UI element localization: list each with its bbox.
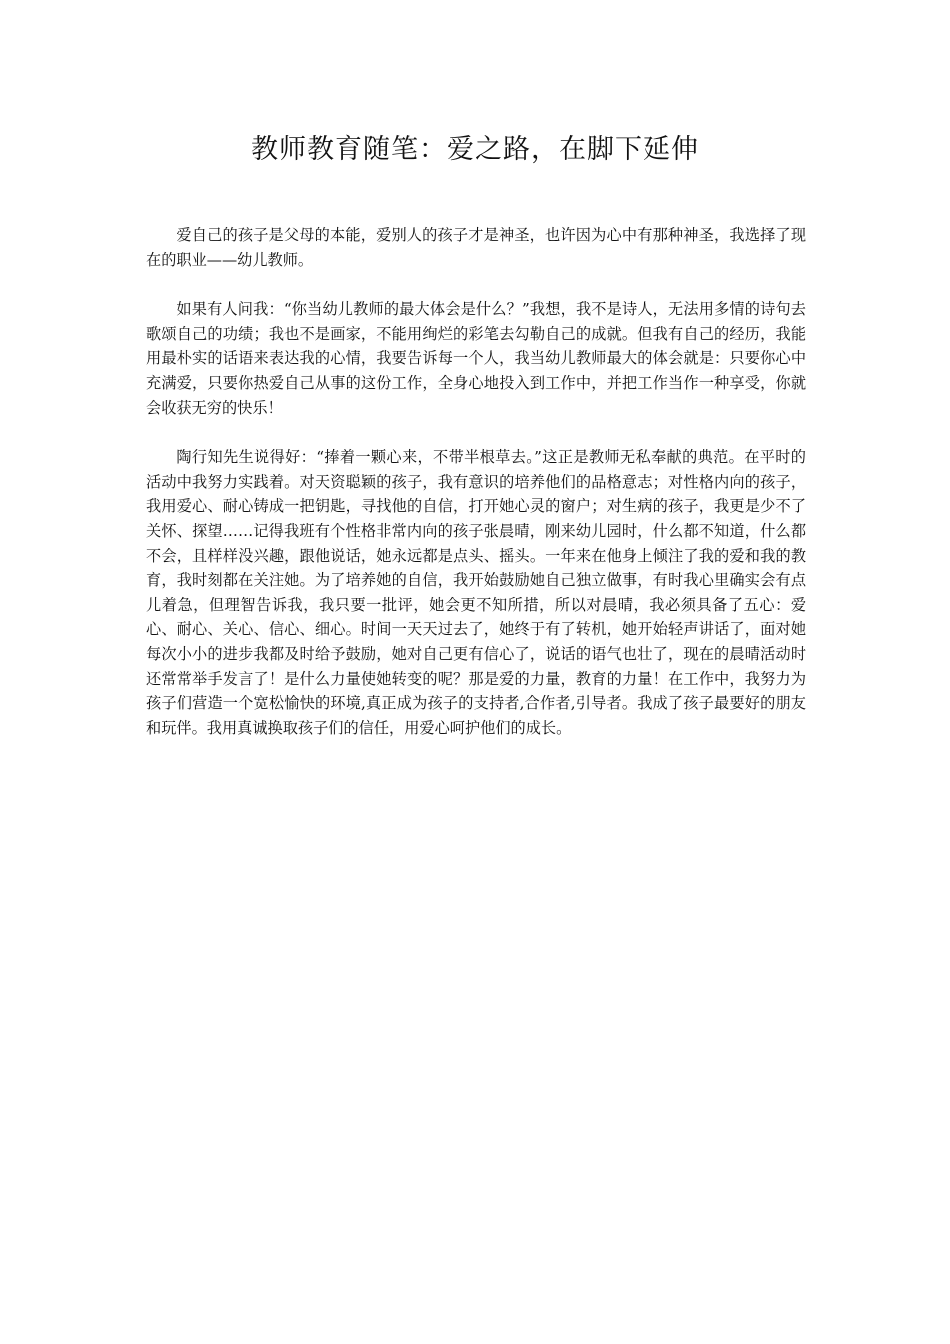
document-body [146, 223, 806, 765]
document-title: 教师教育随笔：爱之路，在脚下延伸 [251, 134, 699, 165]
paragraph-3: 陶行知先生说得好：“捧着一颗心来，不带半根草去。”这正是教师无私奉献的典范。在平时的活动中我努力实践着。对天资聪颖的孩子，我有意识的培养他们的品格意志；对性格内向的孩子，我用爱心、耐心铸成一把钥匙，寻找他的自信，打开她心灵的窗户；对生病的孩子，我更是少不了关怀、探望……记得我班有个性格非常内向的孩子张晨晴，刚来幼儿园时，什么都不知道，什么都不会，且样样没兴趣，跟他说话，她永远都是点头、摇头。一年来在他身上倾注了我的爱和我的教育，我时刻都在关注她。为了培养她的自信，我开始鼓励她自己独立做事，有时我心里确实会有点儿着急，但理智告诉我，我只要一批评，她会更不知所措，所以对晨晴，我必须具备了五心：爱心、耐心、关心、信心、细心。时间一天天过去了，她终于有了转机，她开始轻声讲话了，面对她每次小小的进步我都及时给予鼓励，她对自己更有信心了，说话的语气也壮了，现在的晨晴活动时还常常举手发言了！是什么力量使她转变的呢？那是爱的力量，教育的力量！在工作中，我努力为孩子们营造一个宽松愉快的环境,真正成为孩子的支持者,合作者,引导者。我成了孩子最要好的朋友和玩伴。我用真诚换取孩子们的信任，用爱心呵护他们的成长。 [146, 448, 806, 737]
paragraph-1: 爱自己的孩子是父母的本能，爱别人的孩子才是神圣，也许因为心中有那种神圣，我选择了现在的职业——幼儿教师。 [146, 226, 806, 269]
paragraph-2: 如果有人问我：“你当幼儿教师的最大体会是什么？”我想，我不是诗人，无法用多情的诗句去歌颂自己的功绩；我也不是画家，不能用绚烂的彩笔去勾勒自己的成就。但我有自己的经历，我能用最朴实的话语来表达我的心情，我要告诉每一个人，我当幼儿教师最大的体会就是：只要你心中充满爱，只要你热爱自己从事的这份工作，全身心地投入到工作中，并把工作当作一种享受，你就会收获无穷的快乐！ [146, 300, 806, 417]
